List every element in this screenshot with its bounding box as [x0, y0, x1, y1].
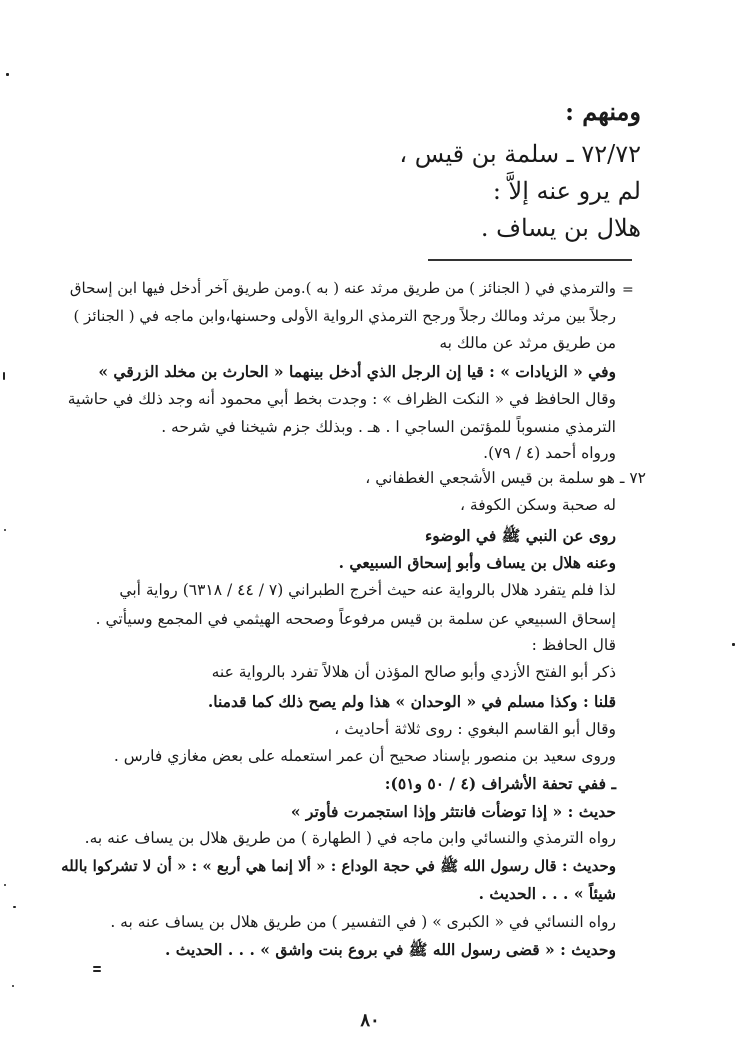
scan-speck: [6, 73, 9, 76]
scan-speck: [93, 966, 101, 968]
footnote-line: شيئاً » . . . الحديث .: [478, 884, 616, 903]
footnote-line: وحديث : قال رسول الله ﷺ في حجة الوداع : « ألا إنما هي أربع » : « أن لا تشركوا بالله: [61, 857, 616, 875]
page-number: ٨٠: [360, 1010, 380, 1031]
footnote-line: وفي « الزيادات » : قيا إن الرجل الذي أدخل بينهما « الحارث بن مخلد الزرقي »: [98, 362, 616, 381]
footnote-line: ـ ففي تحفة الأشراف (٤ / ٥٠ و٥١):: [384, 774, 616, 793]
heading-entry: ٧٢/٧٢ ـ سلمة بن قيس ،: [399, 140, 641, 168]
footnote-line: وعنه هلال بن يساف وأبو إسحاق السبيعي .: [338, 553, 616, 572]
footnote-line: وروى سعيد بن منصور بإسناد صحيح أن عمر استعمله على بعض مغازي فارس .: [113, 747, 616, 765]
scan-speck: [93, 970, 101, 972]
scan-speck: [3, 372, 5, 380]
footnote-line: الترمذي منسوباً للمؤتمن الساجي ا . هـ . وبذلك جزم شيخنا في شرحه .: [161, 418, 616, 436]
heading-narrator: هلال بن يساف .: [480, 214, 641, 242]
footnote-line: رواه الترمذي والنسائي وابن ماجه في ( الطهارة ) من طريق هلال بن يساف عنه به.: [84, 829, 616, 847]
scan-speck: [4, 529, 6, 531]
footnote-line: وقال الحافظ في « النكت الظراف » : وجدت بخط أبي محمود أنه وجد ذلك في حاشية: [67, 390, 616, 408]
footnote-line: والترمذي في ( الجنائز ) من طريق مرثد عنه ( به ).ومن طريق آخر أدخل فيها ابن إسحاق: [69, 279, 616, 297]
footnote-line: وحديث : « قضى رسول الله ﷺ في بروع بنت واشق » . . . الحديث .: [164, 940, 616, 959]
footnote-line: لذا فلم يتفرد هلال بالرواية عنه حيث أخرج الطبراني (٧ / ٤٤ / ٦٣١٨) رواية أبي: [119, 581, 616, 599]
footnote-separator: [428, 259, 632, 261]
footnote-line: حديث : « إذا توضأت فانتثر وإذا استجمرت فأوتر »: [290, 802, 616, 821]
footnote-line: له صحبة وسكن الكوفة ،: [459, 496, 616, 514]
scan-speck: [732, 643, 735, 646]
footnote-line: وقال أبو القاسم البغوي : روى ثلاثة أحاديث ،: [334, 720, 616, 738]
footnote-line: قال الحافظ :: [531, 636, 616, 654]
heading-lam-yarwi: لم يرو عنه إلاَّ :: [492, 177, 641, 205]
footnote-line: رجلاً بين مرثد ومالك رجلاً ورجح الترمذي الرواية الأولى وحسنها،وابن ماجه في ( الجنائز ): [73, 307, 616, 325]
footnote-line: إسحاق السبيعي عن سلمة بن قيس مرفوعاً وصححه الهيثمي في المجمع وسيأتي .: [95, 610, 616, 628]
footnote-line: ورواه أحمد (٤ / ٧٩).: [483, 444, 616, 462]
footnote-line: ٧٢ ـ هو سلمة بن قيس الأشجعي الغطفاني ،: [365, 469, 646, 487]
footnote-line: ذكر أبو الفتح الأزدي وأبو صالح المؤذن أن هلالاً تفرد بالرواية عنه: [211, 663, 616, 681]
footnote-line: من طريق مرثد عن مالك به: [439, 334, 616, 352]
scan-speck: [13, 906, 16, 908]
footnote-line: رواه النسائي في « الكبرى » ( في التفسير ) من طريق هلال بن يساف عنه به .: [110, 913, 616, 931]
scan-speck: [12, 985, 14, 987]
footnote-continuation-marker: =: [622, 282, 634, 298]
scan-speck: [4, 884, 6, 886]
footnote-line: روى عن النبي ﷺ في الوضوء: [425, 526, 616, 545]
heading-minhum: ومنهم :: [565, 97, 641, 126]
footnote-line: قلنا : وكذا مسلم في « الوحدان » هذا ولم يصح ذلك كما قدمنا.: [207, 692, 616, 711]
